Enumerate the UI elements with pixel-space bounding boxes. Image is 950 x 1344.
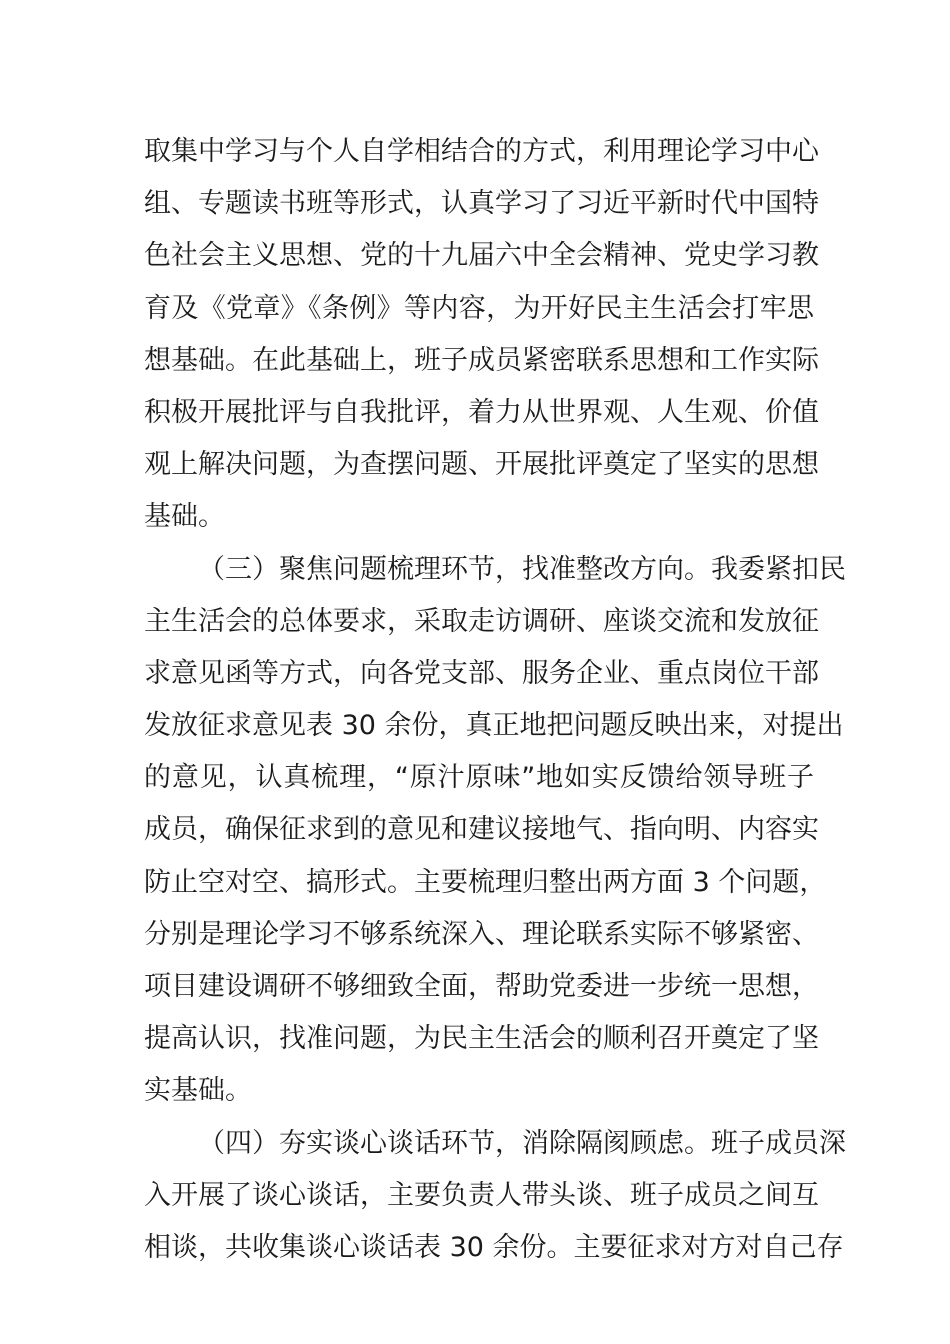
text-line: 发放征求意见表 30 余份，真正地把问题反映出来，对提出 — [144, 710, 844, 742]
text-line: 成员，确保征求到的意见和建议接地气、指向明、内容实 — [144, 814, 819, 846]
text-line: 色社会主义思想、党的十九届六中全会精神、党史学习教 — [144, 240, 819, 272]
text-line: 实基础。 — [144, 1075, 252, 1107]
text-line: 分别是理论学习不够系统深入、理论联系实际不够紧密、 — [144, 918, 819, 950]
paragraph-start-line: （四）夯实谈心谈话环节，消除隔阂顾虑。班子成员深 — [198, 1127, 846, 1159]
text-line: 求意见函等方式，向各党支部、服务企业、重点岗位干部 — [144, 657, 819, 689]
text-line: 基础。 — [144, 501, 225, 533]
text-line: 观上解决问题，为查摆问题、开展批评奠定了坚实的思想 — [144, 449, 819, 481]
text-line: 取集中学习与个人自学相结合的方式，利用理论学习中心 — [144, 136, 819, 167]
text-line: 相谈，共收集谈心谈话表 30 余份。主要征求对方对自己存 — [144, 1231, 844, 1263]
text-line: 项目建设调研不够细致全面，帮助党委进一步统一思想， — [144, 971, 819, 1002]
text-line: 防止空对空、搞形式。主要梳理归整出两方面 3 个问题， — [144, 866, 827, 898]
body-text — [144, 126, 846, 1274]
text-line: 积极开展批评与自我批评，着力从世界观、人生观、价值 — [144, 396, 819, 428]
text-line: 主生活会的总体要求，采取走访调研、座谈交流和发放征 — [144, 605, 819, 637]
text-line: 育及《党章》《条例》等内容，为开好民主生活会打牢思 — [144, 292, 814, 324]
text-line: 入开展了谈心谈话，主要负责人带头谈、班子成员之间互 — [144, 1179, 819, 1211]
text-line: 组、专题读书班等形式，认真学习了习近平新时代中国特 — [144, 188, 819, 220]
text-line: 提高认识，找准问题，为民主生活会的顺利召开奠定了坚 — [144, 1023, 819, 1055]
text-line: 的意见，认真梳理，“原汁原味”地如实反馈给领导班子 — [144, 762, 814, 794]
text-line: 想基础。在此基础上，班子成员紧密联系思想和工作实际 — [144, 344, 819, 376]
paragraph-start-line: （三）聚焦问题梳理环节，找准整改方向。我委紧扣民 — [198, 553, 846, 585]
